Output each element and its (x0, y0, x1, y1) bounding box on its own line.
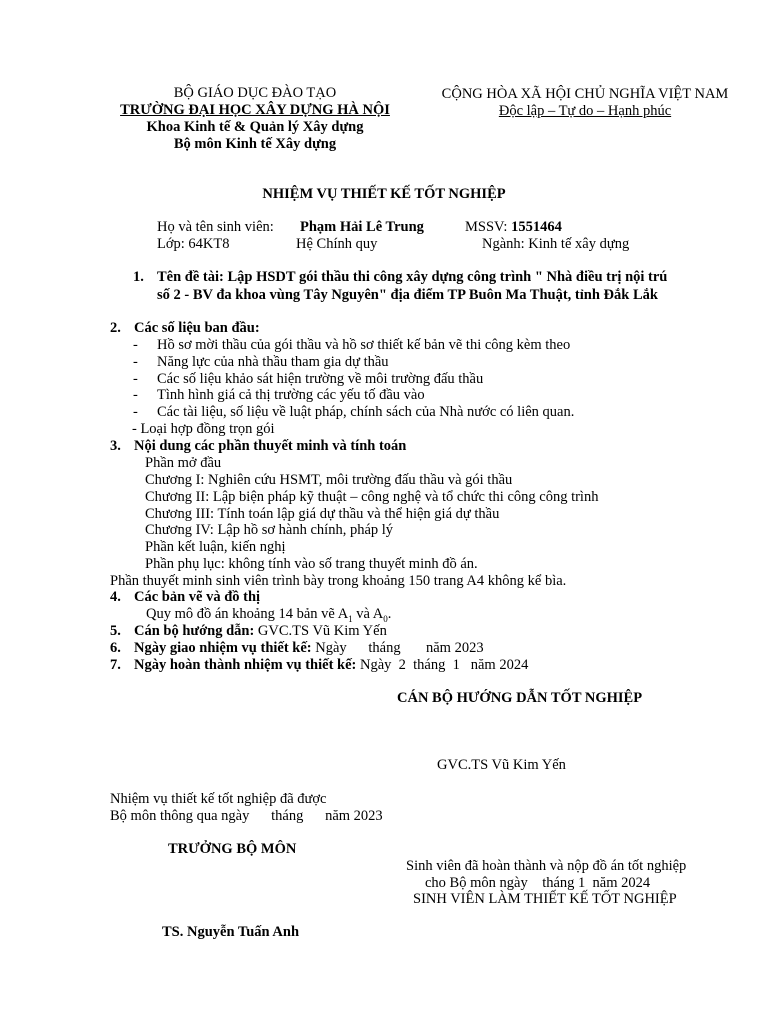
section-3-note: Phần thuyết minh sinh viên trình bày trong khoảng 150 trang A4 không kể bìa. (110, 573, 567, 589)
section-7-number: 7. (110, 657, 121, 673)
section-7-value: Ngày 2 tháng 1 năm 2024 (356, 657, 529, 673)
section-5-label: Cán bộ hướng dẫn: (134, 623, 255, 639)
drawing-and-text: và A (352, 606, 384, 622)
page-title: NHIỆM VỤ THIẾT KẾ TỐT NGHIỆP (262, 186, 506, 202)
section-1-line-1: Tên đề tài: Lập HSDT gói thầu thi công xây dựng công trình " Nhà điều trị nội trú (157, 269, 668, 285)
section-2-item: Năng lực của nhà thầu tham gia dự thầu (157, 354, 389, 370)
section-7-row (134, 657, 528, 674)
section-5-value: GVC.TS Vũ Kim Yến (254, 623, 387, 639)
supervisor-heading: CÁN BỘ HƯỚNG DẪN TỐT NGHIỆP (397, 690, 643, 706)
student-name: Phạm Hải Lê Trung (300, 219, 424, 235)
dash: - (133, 354, 138, 370)
head-of-department-name: TS. Nguyễn Tuấn Anh (162, 924, 300, 940)
section-1-number: 1. (133, 269, 144, 285)
section-2-heading: Các số liệu ban đầu: (134, 320, 260, 336)
section-5-number: 5. (110, 623, 121, 639)
section-6-label: Ngày giao nhiệm vụ thiết kế: (134, 640, 312, 656)
section-5-row (134, 623, 387, 640)
section-4-heading: Các bản vẽ và đồ thị (134, 589, 261, 605)
section-6-row (134, 640, 484, 657)
section-2-extra: - Loại hợp đồng trọn gói (132, 421, 275, 437)
head-of-department-heading: TRƯỞNG BỘ MÔN (168, 841, 297, 857)
student-major: Ngành: Kinh tế xây dựng (482, 236, 630, 252)
national-motto: Độc lập – Tự do – Hạnh phúc (498, 103, 672, 119)
country-name: CỘNG HÒA XÃ HỘI CHỦ NGHĨA VIỆT NAM (441, 86, 729, 102)
approval-line-2: Bộ môn thông qua ngày tháng năm 2023 (110, 808, 383, 824)
dash: - (133, 387, 138, 403)
section-4-number: 4. (110, 589, 121, 605)
completion-line-2: cho Bộ môn ngày tháng 1 năm 2024 (425, 875, 651, 891)
dash: - (133, 371, 138, 387)
department-name: Bộ môn Kinh tế Xây dựng (173, 136, 337, 152)
section-3-item: Chương IV: Lập hồ sơ hành chính, pháp lý (145, 522, 394, 538)
student-id: 1551464 (511, 219, 562, 235)
section-2-item: Hồ sơ mời thầu của gói thầu và hồ sơ thiết kế bản vẽ thi công kèm theo (157, 337, 571, 353)
subscript-1: 1 (348, 613, 353, 624)
dash: - (133, 404, 138, 420)
section-3-item: Phần mở đầu (145, 455, 222, 471)
section-2-number: 2. (110, 320, 121, 336)
ministry-name: BỘ GIÁO DỤC ĐÀO TẠO (173, 85, 337, 101)
section-2-item: Các tài liệu, số liệu về luật pháp, chính sách của Nhà nước có liên quan. (157, 404, 575, 420)
section-6-value: Ngày tháng năm 2023 (311, 640, 484, 656)
student-class: Lớp: 64KT8 (157, 236, 230, 252)
section-3-heading: Nội dung các phần thuyết minh và tính toán (134, 438, 407, 454)
university-name: TRƯỜNG ĐẠI HỌC XÂY DỰNG HÀ NỘI (120, 102, 390, 118)
section-3-item: Chương II: Lập biện pháp kỹ thuật – công nghệ và tổ chức thi công công trình (145, 489, 599, 505)
section-6-number: 6. (110, 640, 121, 656)
completion-line-1: Sinh viên đã hoàn thành và nộp đồ án tốt nghiệp (406, 858, 687, 874)
supervisor-name: GVC.TS Vũ Kim Yến (437, 757, 566, 773)
section-3-item: Chương III: Tính toán lập giá dự thầu và thể hiện giá dự thầu (145, 506, 500, 522)
section-3-item: Phần kết luận, kiến nghị (145, 539, 286, 555)
drawing-scale-text: Quy mô đồ án khoảng 14 bản vẽ A (146, 606, 349, 622)
student-id-row (465, 219, 562, 236)
faculty-name: Khoa Kinh tế & Quản lý Xây dựng (146, 119, 364, 135)
dash: - (133, 337, 138, 353)
section-3-item: Chương I: Nghiên cứu HSMT, môi trường đấu thầu và gói thầu (145, 472, 513, 488)
section-3-number: 3. (110, 438, 121, 454)
section-1-line-2: số 2 - BV đa khoa vùng Tây Nguyên" địa điểm TP Buôn Ma Thuật, tỉnh Đắk Lắk (157, 287, 658, 303)
approval-line-1: Nhiệm vụ thiết kế tốt nghiệp đã được (110, 791, 327, 807)
section-7-label: Ngày hoàn thành nhiệm vụ thiết kế: (134, 657, 357, 673)
period: . (387, 606, 392, 622)
completion-line-3: SINH VIÊN LÀM THIẾT KẾ TỐT NGHIỆP (413, 891, 677, 907)
student-id-label: MSSV: (465, 219, 512, 235)
section-2-item: Tình hình giá cả thị trường các yếu tố đầu vào (157, 387, 425, 403)
section-3-item: Phần phụ lục: không tính vào số trang thuyết minh đồ án. (145, 556, 478, 572)
student-system: Hệ Chính quy (296, 236, 378, 252)
subscript-0: 0 (383, 613, 388, 624)
student-name-label: Họ và tên sinh viên: (157, 219, 274, 235)
section-2-item: Các số liệu khảo sát hiện trường về môi trường đấu thầu (157, 371, 484, 387)
